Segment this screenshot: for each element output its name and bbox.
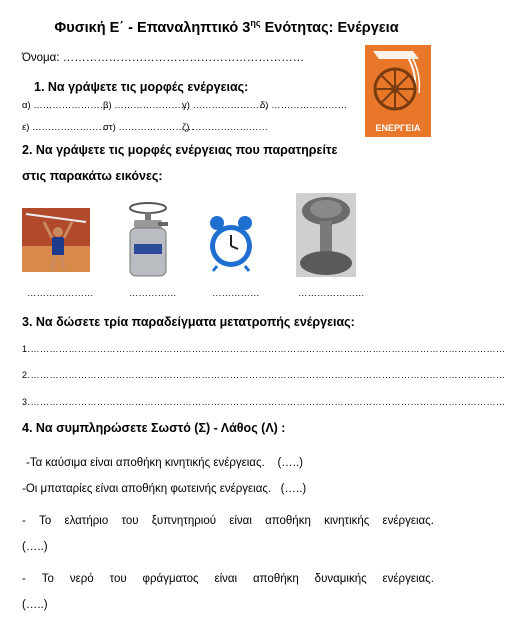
energy-logo xyxy=(365,45,431,137)
question-2-line-1: 2. Να γράψετε τις μορφές ενέργειας που παρατηρείτε xyxy=(22,143,338,157)
statement-3-word: ελατήριο xyxy=(64,515,109,527)
statement-4-word: ενέργειας. xyxy=(382,573,434,585)
statement-3-word: είναι xyxy=(229,515,252,527)
explosion-cloud-photo xyxy=(296,193,356,277)
image-3-blank[interactable]: …………… xyxy=(212,288,260,299)
question-4: 4. Να συμπληρώσετε Σωστό (Σ) - Λάθος (Λ) : xyxy=(22,421,286,435)
statement-4-word: φράγματος xyxy=(142,573,199,585)
statement-3-word: ξυπνητηριού xyxy=(151,515,217,527)
statement-3-word: ενέργειας. xyxy=(382,515,434,527)
q3-answer-line-1[interactable]: 1.…………………………………………………………………………………………………………………………………… xyxy=(22,344,506,354)
statement-4-word: είναι xyxy=(214,573,238,585)
statement-1: -Τα καύσιμα είναι αποθήκη κινητικής ενέργειας. (…..) xyxy=(26,457,304,469)
question-1: 1. Να γράψετε τις μορφές ενέργειας: xyxy=(34,80,249,94)
statement-2: -Οι μπαταρίες είναι αποθήκη φωτεινής ενέργειας. (…..) xyxy=(22,483,307,495)
image-1-blank[interactable]: ………………… xyxy=(27,288,94,299)
gas-stove-photo xyxy=(124,200,172,280)
statement-3-word: του xyxy=(121,515,139,527)
question-2-line-2: στις παρακάτω εικόνες: xyxy=(22,169,163,183)
statement-3 xyxy=(22,515,434,527)
statement-4-word: νερό xyxy=(69,573,94,585)
name-field[interactable]: Όνομα: ……………………………………………………… xyxy=(22,52,305,64)
pole-vault-athlete-photo xyxy=(22,208,90,272)
q1-blank-g[interactable]: ζ) …………………… xyxy=(182,122,268,133)
q3-answer-line-2[interactable]: 2.…………………………………………………………………………………………………………………………………… xyxy=(22,370,506,380)
image-4-blank[interactable]: ………………… xyxy=(298,288,365,299)
q1-blank-b[interactable]: β) …………………… xyxy=(103,100,191,111)
page-title xyxy=(0,18,453,36)
q1-blank-a[interactable]: α) …………………… xyxy=(22,100,110,111)
statement-4 xyxy=(22,573,434,585)
title-main: Φυσική Ε΄ - Επαναληπτικό 3 xyxy=(54,19,251,36)
question-3: 3. Να δώσετε τρία παραδείγματα μετατροπής ενέργειας: xyxy=(22,315,355,329)
statement-4-word: δυναμικής xyxy=(314,573,367,585)
statement-4-answer[interactable]: (…..) xyxy=(22,599,48,611)
statement-4-word: - xyxy=(22,573,26,585)
statement-3-word: Το xyxy=(39,515,52,527)
q1-blank-d[interactable]: δ) …………………… xyxy=(260,100,348,111)
image-2-blank[interactable]: …………… xyxy=(129,288,177,299)
statement-4-word: αποθήκη xyxy=(253,573,299,585)
alarm-clock-photo xyxy=(207,214,255,272)
q3-answer-line-3[interactable]: 3.…………………………………………………………………………………………………………………………………… xyxy=(22,397,506,407)
statement-3-word: - xyxy=(22,515,26,527)
statement-3-word: κινητικής xyxy=(324,515,370,527)
waterwheel-icon xyxy=(365,45,431,123)
statement-3-word: αποθήκη xyxy=(265,515,311,527)
q1-blank-c[interactable]: γ) …………………… xyxy=(182,100,269,111)
statement-3-answer[interactable]: (…..) xyxy=(22,541,48,553)
q1-blank-f[interactable]: στ) …………………… xyxy=(103,122,195,133)
statement-4-word: του xyxy=(109,573,127,585)
title-superscript: ης xyxy=(250,18,261,28)
logo-label: ΕΝΕΡΓΕΙΑ xyxy=(375,123,421,133)
q1-blank-e[interactable]: ε) …………………… xyxy=(22,122,109,133)
statement-4-word: Το xyxy=(41,573,54,585)
title-topic: Ενότητας: Ενέργεια xyxy=(264,19,399,36)
